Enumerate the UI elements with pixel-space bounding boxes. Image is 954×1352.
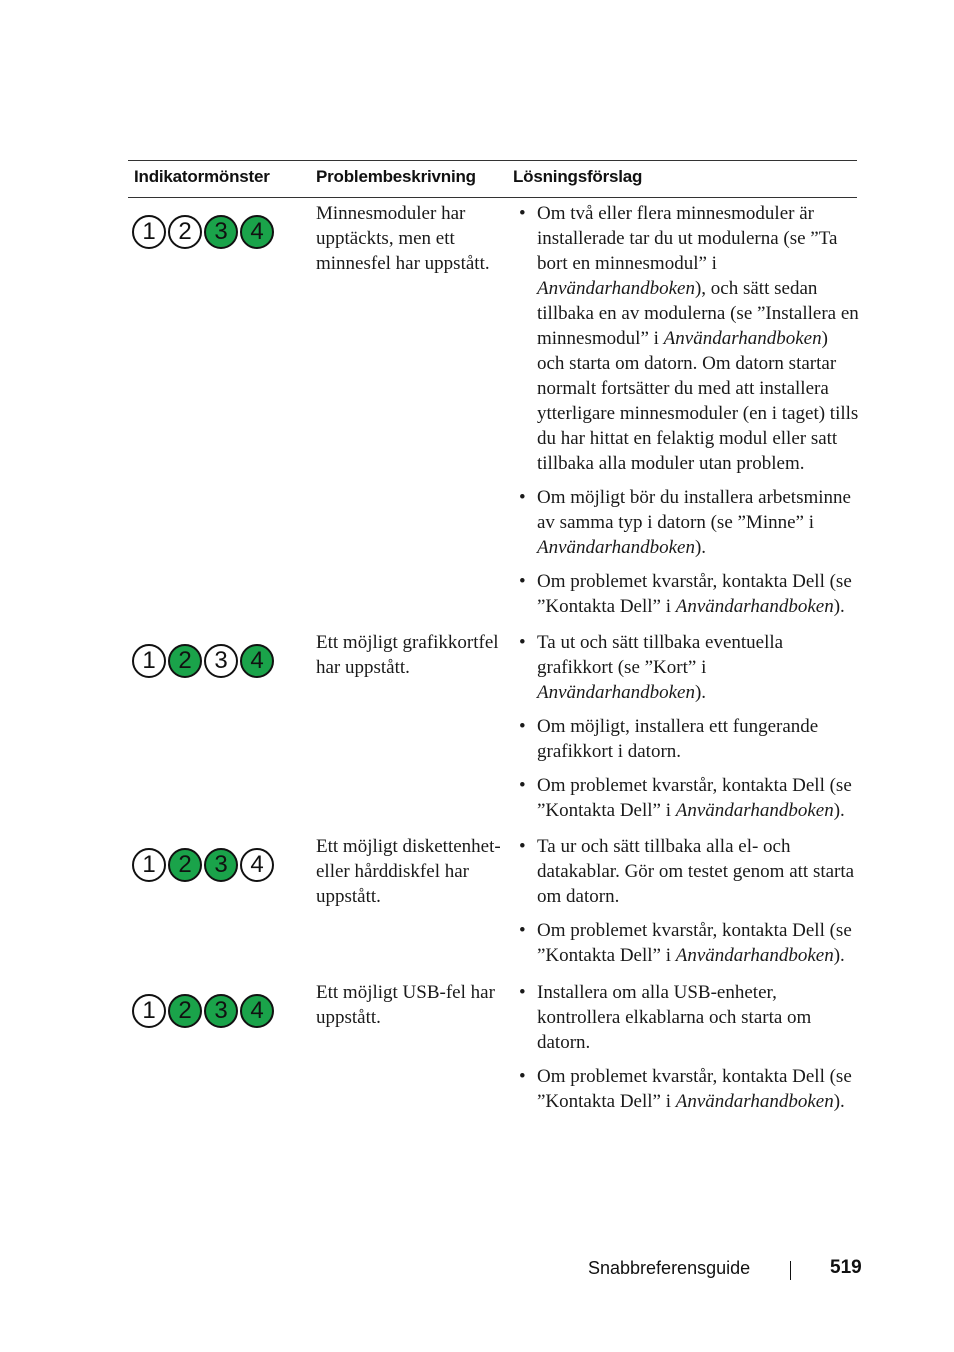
diagnostic-light-2-on: 2	[168, 644, 202, 678]
solution-text: Om möjligt, installera ett fungerande grafikkort i datorn.	[537, 716, 819, 762]
manual-reference: Användarhandboken	[537, 682, 695, 703]
page-number: 519	[830, 1257, 862, 1278]
solution-text: Installera om alla USB-enheter, kontrollera elkablarna och starta om datorn.	[537, 982, 812, 1053]
solution-text: Ta ut och sätt tillbaka eventuella grafikkort (se ”Kort” i	[537, 632, 784, 678]
manual-reference: Användarhandboken	[675, 800, 834, 821]
manual-reference: Användarhandboken	[663, 328, 822, 349]
manual-reference: Användarhandboken	[537, 278, 695, 299]
solution-text: ), och sätt sedan tillbaka en av modulerna (se ”Installera en minnesmodul” i	[537, 278, 859, 349]
solution-item	[516, 773, 860, 823]
diagnostic-light-1-off: 1	[132, 994, 166, 1028]
header-indicator-pattern: Indikatormönster	[134, 167, 270, 186]
header-bottom-rule	[128, 197, 857, 198]
diagnostic-light-2-on: 2	[168, 848, 202, 882]
solution-text: Om problemet kvarstår, kontakta Dell (se ”Kontakta Dell” i	[537, 775, 852, 821]
solution-text: Ta ur och sätt tillbaka alla el- och datakablar. Gör om testet genom att starta om datorn.	[537, 836, 855, 907]
indicator-lights	[132, 994, 274, 1028]
problem-description: Minnesmoduler har upptäckts, men ett minnesfel har uppstått.	[316, 203, 490, 274]
diagnostic-light-4-on: 4	[240, 994, 274, 1028]
diagnostic-light-3-on: 3	[204, 848, 238, 882]
solution-text: ).	[694, 682, 707, 703]
solution-item	[516, 201, 860, 476]
solution-text: Om problemet kvarstår, kontakta Dell (se ”Kontakta Dell” i	[537, 920, 852, 966]
solution-text: Om problemet kvarstår, kontakta Dell (se ”Kontakta Dell” i	[537, 1066, 852, 1112]
solution-text: Om möjligt bör du installera arbetsminne av samma typ i datorn (se ”Minne” i	[537, 487, 851, 533]
solution-list	[516, 201, 860, 628]
solution-item	[516, 918, 860, 968]
manual-reference: Användarhandboken	[675, 596, 834, 617]
footer-separator	[790, 1261, 791, 1280]
solution-list	[516, 834, 860, 977]
solution-item	[516, 1064, 860, 1114]
diagnostic-light-3-off: 3	[204, 644, 238, 678]
solution-text: ).	[833, 800, 845, 821]
diagnostic-light-2-off: 2	[168, 215, 202, 249]
solution-item	[516, 980, 860, 1055]
solution-text: ) och starta om datorn. Om datorn startar normalt fortsätter du med att installera ytterligare minnesmoduler (en i taget) tills du har hittat en felaktig modul eller satt tillbaka alla moduler utan problem.	[537, 328, 859, 474]
solution-text: ).	[833, 596, 845, 617]
indicator-lights	[132, 215, 274, 249]
manual-reference: Användarhandboken	[675, 945, 834, 966]
solution-list	[516, 630, 860, 832]
solution-text: ).	[833, 1091, 845, 1112]
header-suggested-solution: Lösningsförslag	[513, 167, 643, 186]
problem-description: Ett möjligt USB-fel har uppstått.	[316, 982, 495, 1028]
diagnostic-light-1-off: 1	[132, 215, 166, 249]
solution-item	[516, 485, 860, 560]
problem-description: Ett möjligt grafikkortfel har uppstått.	[316, 632, 499, 678]
diagnostic-light-3-on: 3	[204, 215, 238, 249]
solution-item	[516, 630, 860, 705]
problem-description: Ett möjligt diskettenhet- eller hårddiskfel har uppstått.	[316, 836, 501, 907]
indicator-lights	[132, 644, 274, 678]
diagnostic-light-3-on: 3	[204, 994, 238, 1028]
manual-reference: Användarhandboken	[537, 537, 695, 558]
solution-item	[516, 714, 860, 764]
solution-item	[516, 834, 860, 909]
diagnostic-light-1-off: 1	[132, 644, 166, 678]
diagnostic-light-4-on: 4	[240, 644, 274, 678]
solution-text: Om problemet kvarstår, kontakta Dell (se ”Kontakta Dell” i	[537, 571, 852, 617]
solution-item	[516, 569, 860, 619]
solution-text: ).	[694, 537, 707, 558]
diagnostic-light-4-off: 4	[240, 848, 274, 882]
indicator-lights	[132, 848, 274, 882]
table-top-rule	[128, 160, 857, 161]
diagnostic-light-4-on: 4	[240, 215, 274, 249]
solution-text: Om två eller flera minnesmoduler är installerade tar du ut modulerna (se ”Ta bort en minnesmodul” i	[537, 203, 838, 274]
solution-list	[516, 980, 860, 1123]
diagnostic-light-2-on: 2	[168, 994, 202, 1028]
diagnostic-light-1-off: 1	[132, 848, 166, 882]
header-problem-description: Problembeskrivning	[316, 167, 476, 186]
manual-reference: Användarhandboken	[675, 1091, 834, 1112]
solution-text: ).	[833, 945, 845, 966]
footer-guide-title: Snabbreferensguide	[588, 1258, 751, 1278]
